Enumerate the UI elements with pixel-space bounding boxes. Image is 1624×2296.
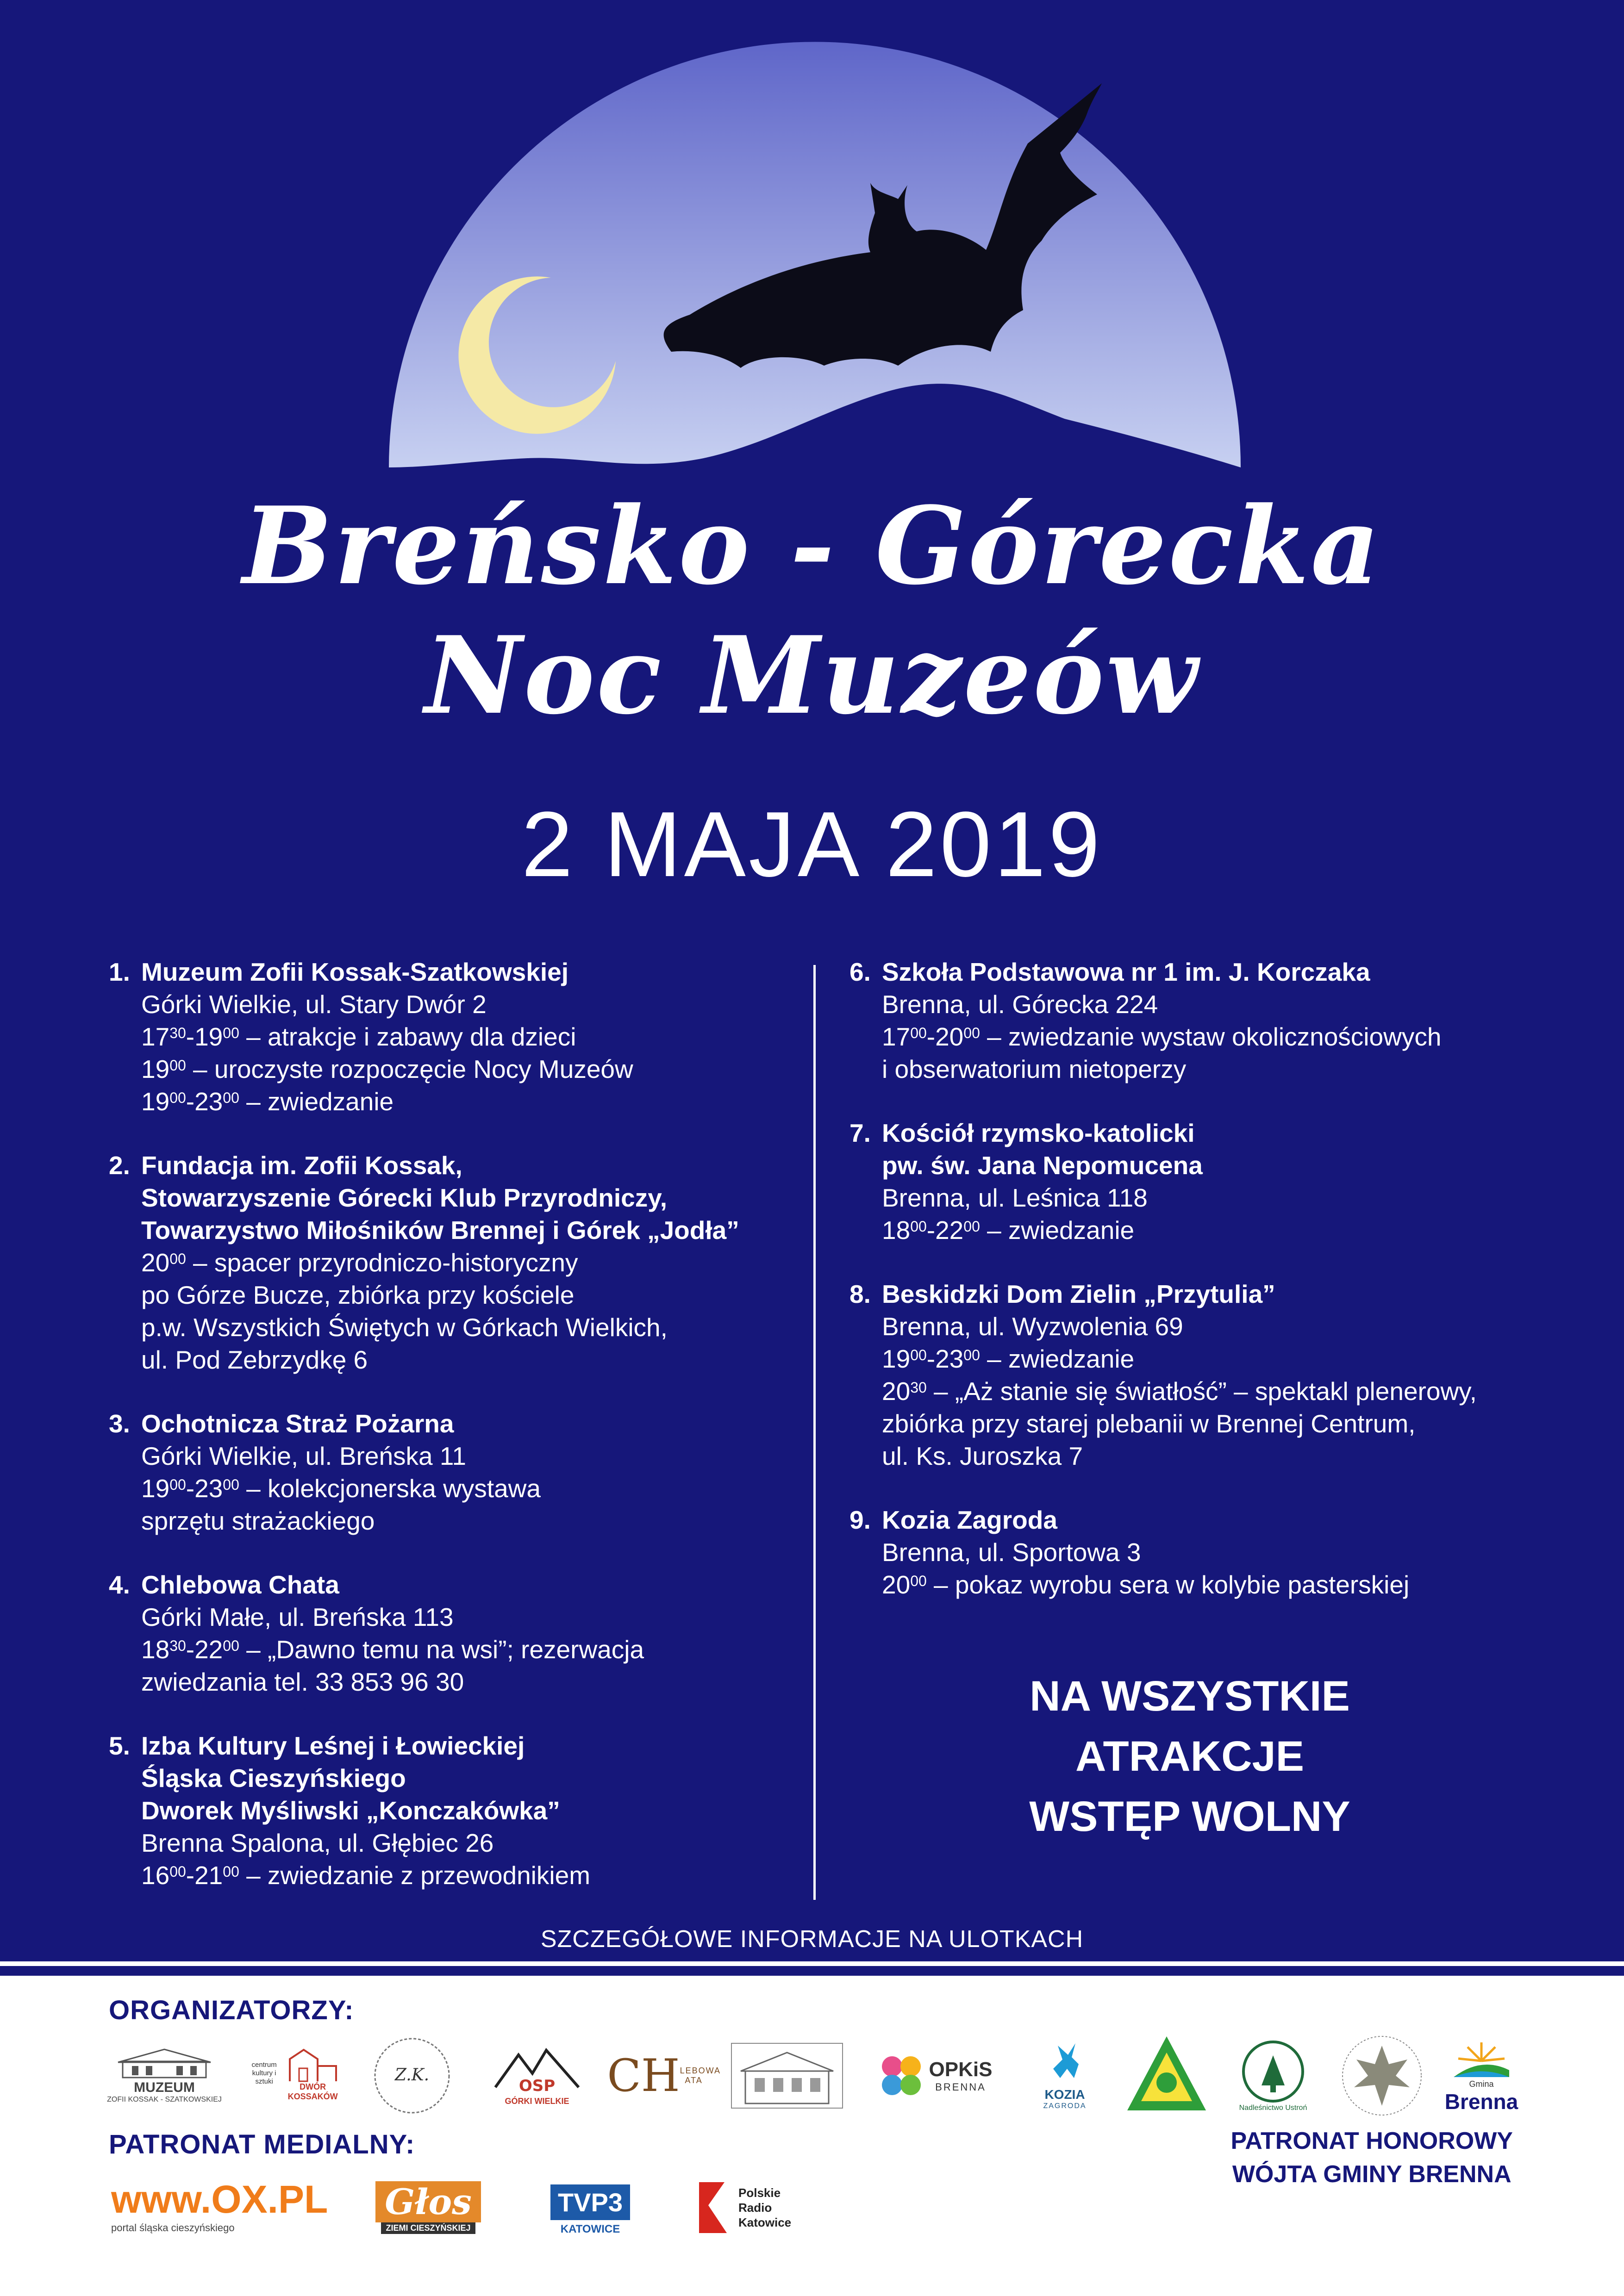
venue-name xyxy=(109,1762,789,1794)
event-time: $16^{00}-21^{00}$ xyxy=(141,1861,239,1890)
venue-number: 9. xyxy=(849,1506,871,1534)
event-time-minutes: 00 xyxy=(223,1863,239,1880)
museum-logo-sub: ZOFII KOSSAK - SZATKOWSKIEJ xyxy=(107,2096,222,2103)
ox-pl-logo-text: www.OX.PL xyxy=(111,2177,328,2221)
venue-entry xyxy=(849,1117,1572,1246)
venue-name xyxy=(849,1504,1572,1536)
venue-number: 4. xyxy=(109,1570,130,1599)
tvp3-logo-sub: KATOWICE xyxy=(560,2222,620,2235)
event-time-minutes: 30 xyxy=(169,1637,186,1654)
event-time-minutes: 00 xyxy=(169,1863,186,1880)
event-description: – zwiedzanie wystaw okolicznościowych xyxy=(980,1022,1442,1051)
more-info-note: SZCZEGÓŁOWE INFORMACJE NA ULOTKACH xyxy=(540,1926,1084,1953)
venue-number: 5. xyxy=(109,1731,130,1760)
event-description: – spacer przyrodniczo-historyczny xyxy=(186,1248,578,1277)
event-description: – „Aż stanie się światłość” – spektakl plenerowy, xyxy=(926,1377,1477,1406)
event-time: $18^{30}-22^{00}$ xyxy=(141,1635,239,1664)
venue-name-text: Towarzystwo Miłośników Brennej i Górek „Jodła” xyxy=(141,1216,739,1244)
venue-entry xyxy=(109,1568,789,1698)
title-line-1: Breńsko - Górecka xyxy=(242,484,1382,609)
divider-band xyxy=(0,1969,1624,1976)
venue-event xyxy=(109,1859,789,1892)
kozia-zagroda-logo-icon xyxy=(1023,2027,1106,2120)
event-time-minutes: 00 xyxy=(169,1089,186,1106)
venue-entry xyxy=(849,956,1572,1085)
venue-number: 1. xyxy=(109,958,130,986)
honorary-patronage xyxy=(1230,2124,1513,2191)
venue-address: Górki Wielkie, ul. Breńska 11 xyxy=(141,1442,467,1470)
polskie-radio-logo-text: Polskie Radio Katowice xyxy=(738,2186,792,2229)
venue-address: Brenna, ul. Górecka 224 xyxy=(882,990,1158,1019)
kozia-logo-sub: ZAGRODA xyxy=(1043,2102,1087,2110)
venue-name xyxy=(109,1730,789,1762)
venue-detail: i obserwatorium nietoperzy xyxy=(882,1055,1187,1083)
venue-name xyxy=(109,956,789,988)
venues-left-column xyxy=(109,956,789,1923)
event-time-minutes: 30 xyxy=(910,1379,927,1396)
venue-entry xyxy=(849,1504,1572,1601)
building-sketch-logo-icon xyxy=(722,2032,852,2120)
venue-detail: ul. Ks. Juroszka 7 xyxy=(882,1442,1083,1470)
event-time-minutes: 00 xyxy=(169,1476,186,1493)
venue-number: 2. xyxy=(109,1151,130,1180)
venue-name-text: Fundacja im. Zofii Kossak, xyxy=(141,1151,462,1180)
event-date: 2 MAJA 2019 xyxy=(521,793,1103,896)
venue-event xyxy=(109,1472,789,1505)
chlebowa-chata-logo-sub: LEBOWA ATA xyxy=(680,2066,721,2085)
honor-line: PATRONAT HONOROWY xyxy=(1230,2128,1513,2154)
cultural-center-logo-icon xyxy=(250,2032,347,2115)
venue-detail: p.w. Wszystkich Świętych w Górkach Wielkich, xyxy=(141,1313,668,1342)
venue-name xyxy=(109,1214,789,1246)
venue-name xyxy=(109,1794,789,1827)
gmina-brenna-logo-icon xyxy=(1440,2027,1523,2124)
gmina-logo-sub: Gmina xyxy=(1469,2079,1494,2089)
event-description: – zwiedzanie xyxy=(980,1344,1135,1373)
event-time: $20^{30}$ xyxy=(882,1377,927,1406)
event-time-minutes: 00 xyxy=(223,1637,239,1654)
cultural-center-logo-text: centrum kultury i sztuki xyxy=(251,2061,277,2085)
osp-logo-sub: GÓRKI WIELKIE xyxy=(505,2096,569,2106)
venue-name-text: Śląska Cieszyńskiego xyxy=(141,1764,406,1792)
venue-address: Brenna, ul. Wyzwolenia 69 xyxy=(882,1312,1183,1341)
tvp3-logo-text: TVP3 xyxy=(550,2184,630,2220)
event-description: – zwiedzanie xyxy=(239,1087,394,1116)
venue-entry xyxy=(109,1407,789,1537)
venue-detail: ul. Pod Zebrzydkę 6 xyxy=(141,1345,368,1374)
svg-text:Z.K.: Z.K. xyxy=(394,2066,430,2084)
venue-event xyxy=(849,1020,1572,1053)
venue-name-text: Muzeum Zofii Kossak-Szatkowskiej xyxy=(141,958,568,986)
event-time-minutes: 00 xyxy=(223,1025,239,1041)
polskie-radio-logo-icon xyxy=(685,2171,824,2245)
column-divider xyxy=(813,965,816,1900)
venue-detail: sprzętu strażackiego xyxy=(141,1506,375,1535)
venue-entry xyxy=(109,1730,789,1892)
event-time-minutes: 00 xyxy=(910,1025,927,1041)
venue-number: 3. xyxy=(109,1409,130,1438)
venue-event xyxy=(109,1053,789,1085)
venue-address: Brenna Spalona, ul. Głębiec 26 xyxy=(141,1829,494,1857)
event-time-minutes: 00 xyxy=(169,1057,186,1074)
venue-event xyxy=(109,1633,789,1666)
venue-number xyxy=(849,1149,882,1182)
triangle-club-logo-icon xyxy=(1120,2027,1213,2120)
divider-line xyxy=(0,1961,1624,1966)
event-time-minutes: 00 xyxy=(910,1573,927,1589)
event-time-minutes: 00 xyxy=(963,1025,980,1041)
chlebowa-chata-logo-icon xyxy=(607,2036,721,2115)
venue-detail: po Górze Bucze, zbiórka przy kościele xyxy=(141,1281,575,1309)
event-time-minutes: 00 xyxy=(910,1347,927,1363)
event-time: $19^{00}$ xyxy=(141,1055,186,1083)
ox-pl-logo-icon xyxy=(111,2171,328,2240)
venue-name xyxy=(109,1407,789,1440)
event-time: $19^{00}-23^{00}$ xyxy=(882,1344,980,1373)
venue-name-text: Chlebowa Chata xyxy=(141,1570,339,1599)
foundation-logo-icon xyxy=(366,2032,458,2120)
event-time-minutes: 00 xyxy=(169,1251,186,1267)
venue-name xyxy=(849,956,1572,988)
event-time-minutes: 00 xyxy=(223,1089,239,1106)
event-time: $17^{30}-19^{00}$ xyxy=(141,1022,239,1051)
event-description: – pokaz wyrobu sera w kolybie pasterskiej xyxy=(926,1570,1410,1599)
tvp3-logo-icon xyxy=(544,2175,637,2245)
museum-logo-text: MUZEUM xyxy=(134,2080,195,2095)
venue-name xyxy=(849,1117,1572,1149)
chlebowa-chata-logo-text: CH xyxy=(607,2050,680,2102)
ox-pl-logo-sub: portal śląska cieszyńskiego xyxy=(111,2221,235,2234)
venue-event xyxy=(849,1343,1572,1375)
venue-name-text: Beskidzki Dom Zielin „Przytulia” xyxy=(882,1280,1275,1308)
venue-event xyxy=(109,1085,789,1118)
venue-event xyxy=(109,1020,789,1053)
venue-address: Brenna, ul. Leśnica 118 xyxy=(882,1183,1148,1212)
venue-name-text: Dworek Myśliwski „Konczakówka” xyxy=(141,1796,560,1825)
night-sky-illustration xyxy=(0,0,1624,509)
museum-logo-icon xyxy=(100,2036,229,2115)
venue-entry xyxy=(109,1149,789,1376)
free-entry-notice xyxy=(940,1666,1440,1847)
venue-name xyxy=(109,1568,789,1601)
event-time: $17^{00}-20^{00}$ xyxy=(882,1022,980,1051)
venue-name xyxy=(109,1182,789,1214)
venue-number xyxy=(109,1214,141,1246)
venue-entry xyxy=(849,1278,1572,1472)
venue-detail: zwiedzania tel. 33 853 96 30 xyxy=(141,1668,464,1696)
event-description: – zwiedzanie z przewodnikiem xyxy=(239,1861,591,1890)
venue-address: Brenna, ul. Sportowa 3 xyxy=(882,1538,1141,1567)
event-time-minutes: 00 xyxy=(910,1218,927,1235)
event-time-minutes: 00 xyxy=(963,1218,980,1235)
venue-event xyxy=(849,1214,1572,1246)
venue-event xyxy=(849,1568,1572,1601)
glos-logo-icon xyxy=(361,2175,495,2240)
cultural-center-logo-sub: DWÓR KOSSAKÓW xyxy=(287,2082,338,2101)
venue-name xyxy=(109,1149,789,1182)
leaf-club-logo-icon xyxy=(1333,2027,1430,2124)
venue-name-text: pw. św. Jana Nepomucena xyxy=(882,1151,1203,1180)
venue-detail: zbiórka przy starej plebanii w Brennej Centrum, xyxy=(882,1409,1416,1438)
event-time: $18^{00}-22^{00}$ xyxy=(882,1216,980,1244)
kozia-logo-text: KOZIA xyxy=(1044,2087,1085,2102)
event-description: – atrakcje i zabawy dla dzieci xyxy=(239,1022,576,1051)
venue-number xyxy=(109,1182,141,1214)
media-patrons-label: PATRONAT MEDIALNY: xyxy=(109,2129,415,2159)
event-time: $20^{00}$ xyxy=(882,1570,927,1599)
venue-name xyxy=(849,1278,1572,1310)
venue-address: Górki Wielkie, ul. Stary Dwór 2 xyxy=(141,990,487,1019)
svg-text:OSP: OSP xyxy=(518,2076,556,2095)
osp-logo-icon xyxy=(481,2027,593,2120)
glos-logo-text: Głos xyxy=(375,2181,481,2222)
venue-number xyxy=(109,1794,141,1827)
title-line-2: Noc Muzeów xyxy=(425,613,1199,738)
event-time: $19^{00}-23^{00}$ xyxy=(141,1087,239,1116)
opkis-logo-text: OPKiS xyxy=(929,2058,993,2081)
venue-entry xyxy=(109,956,789,1118)
organizers-label: ORGANIZATORZY: xyxy=(109,1995,354,2025)
venue-name-text: Stowarzyszenie Górecki Klub Przyrodniczy, xyxy=(141,1183,667,1212)
event-time-minutes: 30 xyxy=(169,1025,186,1041)
venue-number xyxy=(109,1762,141,1794)
honor-line: WÓJTA GMINY BRENNA xyxy=(1232,2161,1512,2188)
event-description: – zwiedzanie xyxy=(980,1216,1135,1244)
glos-logo-sub: ZIEMI CIESZYŃSKIEJ xyxy=(381,2222,475,2234)
venue-name-text: Izba Kultury Leśnej i Łowieckiej xyxy=(141,1731,525,1760)
lasy-logo-sub: Nadleśnictwo Ustroń xyxy=(1239,2104,1307,2112)
venue-name-text: Ochotnicza Straż Pożarna xyxy=(141,1409,454,1438)
venue-number: 7. xyxy=(849,1119,871,1147)
venue-name-text: Kozia Zagroda xyxy=(882,1506,1057,1534)
venues-right-column xyxy=(849,956,1572,1632)
venue-name-text: Kościół rzymsko-katolicki xyxy=(882,1119,1195,1147)
event-time: $20^{00}$ xyxy=(141,1248,186,1277)
opkis-logo-sub: BRENNA xyxy=(935,2081,986,2093)
free-entry-line: NA WSZYSTKIE xyxy=(1030,1673,1350,1720)
free-entry-line: WSTĘP WOLNY xyxy=(1029,1793,1350,1840)
venue-name-text: Szkoła Podstawowa nr 1 im. J. Korczaka xyxy=(882,958,1370,986)
lasy-panstwowe-logo-icon xyxy=(1222,2027,1324,2124)
venue-event xyxy=(849,1375,1572,1407)
venue-name xyxy=(849,1149,1572,1182)
event-time-minutes: 00 xyxy=(963,1347,980,1363)
event-description: – „Dawno temu na wsi”; rezerwacja xyxy=(239,1635,644,1664)
event-description: – uroczyste rozpoczęcie Nocy Muzeów xyxy=(186,1055,633,1083)
venue-number: 6. xyxy=(849,958,871,986)
venue-event xyxy=(109,1246,789,1279)
opkis-logo-icon xyxy=(870,2036,1000,2115)
event-description: – kolekcjonerska wystawa xyxy=(239,1474,541,1503)
free-entry-line: ATRAKCJE xyxy=(1075,1733,1305,1780)
event-time: $19^{00}-23^{00}$ xyxy=(141,1474,239,1503)
venue-number: 8. xyxy=(849,1280,871,1308)
gmina-logo-text: Brenna xyxy=(1444,2089,1518,2114)
venue-address: Górki Małe, ul. Breńska 113 xyxy=(141,1603,454,1631)
event-time-minutes: 00 xyxy=(223,1476,239,1493)
